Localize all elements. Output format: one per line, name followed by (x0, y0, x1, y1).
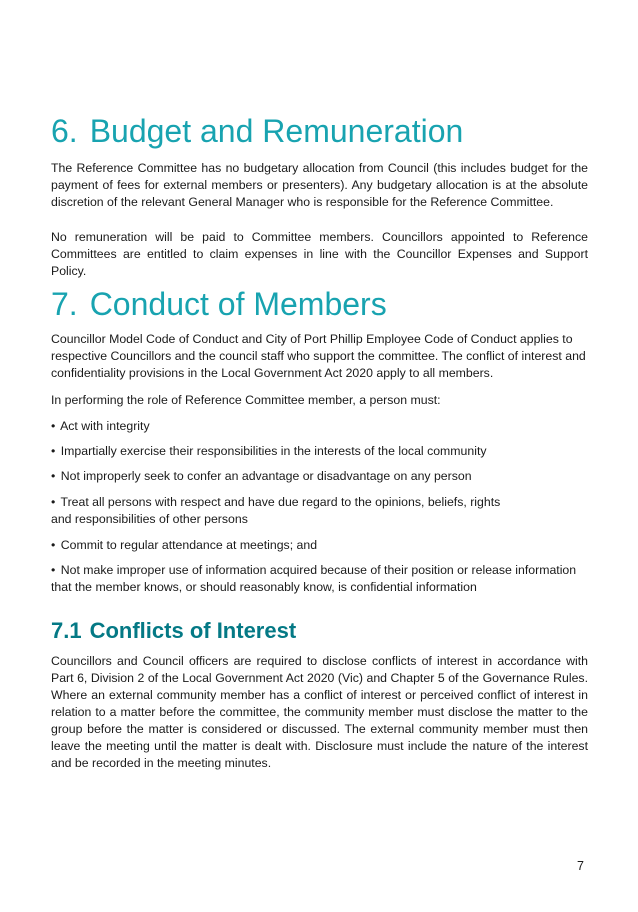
bullet-text: Treat all persons with respect and have due regard to the opinions, beliefs, rights and responsibilities of other persons (51, 495, 501, 526)
budget-paragraph: The Reference Committee has no budgetary allocation from Council (this includes budget for the payment of fees for external members or presenters). Any budgetary allocation is at the absolute discretion of the relevant General Manager who is responsible for the Reference Committee. (51, 161, 588, 209)
section-7 (51, 285, 588, 323)
bullet-item (51, 494, 521, 528)
bullet-icon: • (51, 495, 56, 509)
section-6 (51, 112, 588, 150)
bullet-icon: • (51, 563, 56, 577)
bullet-item (51, 418, 588, 435)
conflicts-paragraph: Councillors and Council officers are required to disclose conflicts of interest in accordance with Part 6, Division 2 of the Local Government Act 2020 (Vic) and Chapter 5 of the Governance Rules. Where an external community member has a conflict of interest or perceived conflict of interest in relation to a matter before the committee, the community member must disclose the matter to the group before the matter is considered or discussed. The external community member must then leave the meeting until the matter is dealt with. Disclosure must include the nature of the interest and be recorded in the meeting minutes. (51, 654, 588, 770)
page-number: 7 (577, 859, 584, 873)
bullet-text: Act with integrity (60, 419, 150, 433)
subsection-title: Conflicts of Interest (89, 618, 297, 643)
bullet-text: Not make improper use of information acquired because of their position or release information that the member knows, or should reasonably know, is confidential information (51, 563, 577, 594)
subsection-heading-conflicts (51, 617, 588, 645)
bullet-text: Impartially exercise their responsibilities in the interests of the local community (60, 444, 487, 458)
bullet-text: Not improperly seek to confer an advantage or disadvantage on any person (60, 469, 472, 483)
section-heading-conduct (51, 285, 588, 323)
bullet-icon: • (51, 469, 56, 483)
subsection-7-1 (51, 617, 588, 645)
bullet-icon: • (51, 538, 56, 552)
code-of-conduct-paragraph: Councillor Model Code of Conduct and City of Port Phillip Employee Code of Conduct applies to respective Councillors and the council staff who support the committee. The conflict of interest and confidentiality provisions in the Local Government Act 2020 apply to all members. (51, 332, 586, 380)
section-number: 6. (51, 113, 78, 149)
bullet-icon: • (51, 419, 56, 433)
section-title: Conduct of Members (89, 286, 387, 322)
conduct-paragraph-1-block (51, 331, 588, 382)
section-heading-budget (51, 112, 588, 150)
budget-paragraph-1-block (51, 160, 588, 211)
member-obligations-intro: In performing the role of Reference Committee member, a person must: (51, 393, 441, 407)
conflicts-paragraph-block (51, 653, 588, 772)
conduct-intro-block (51, 392, 588, 409)
bullet-item (51, 468, 588, 485)
section-number: 7. (51, 286, 78, 322)
budget-paragraph-2-block (51, 229, 588, 280)
remuneration-paragraph: No remuneration will be paid to Committee members. Councillors appointed to Reference Committees are entitled to claim expenses in line with the Councillor Expenses and Support Policy. (51, 230, 588, 278)
section-title: Budget and Remuneration (89, 113, 464, 149)
bullet-text: Commit to regular attendance at meetings; and (60, 538, 318, 552)
bullet-item (51, 562, 581, 596)
bullet-icon: • (51, 444, 56, 458)
subsection-number: 7.1 (51, 618, 82, 643)
bullet-item (51, 537, 588, 554)
bullet-item (51, 443, 588, 460)
